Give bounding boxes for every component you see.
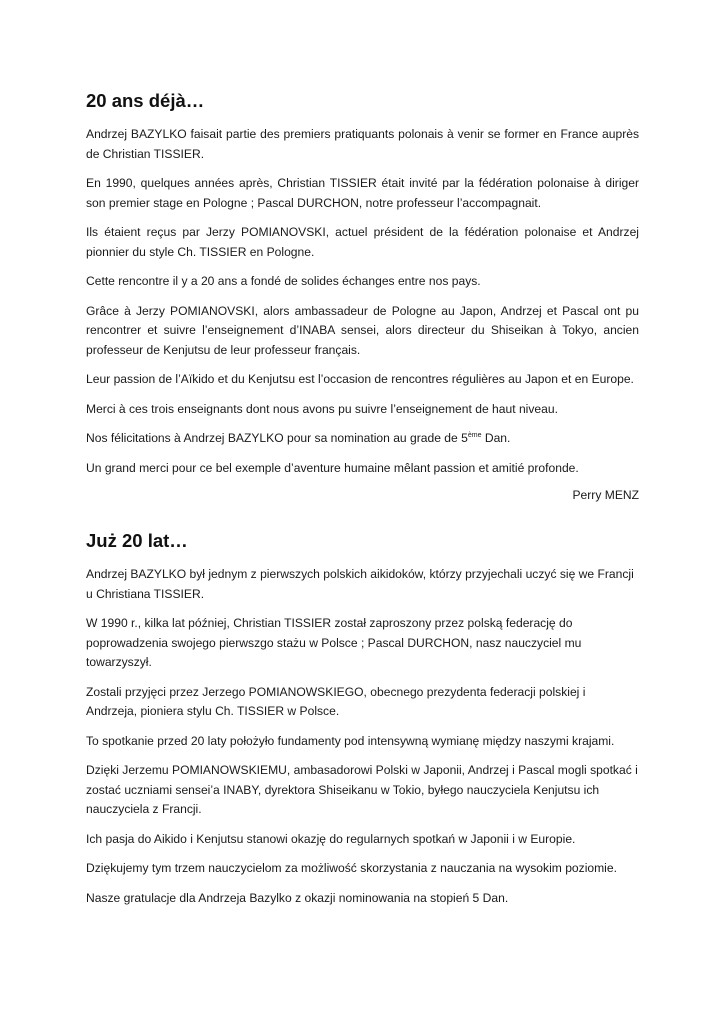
french-title: 20 ans déjà… bbox=[86, 90, 205, 111]
grade-superscript: ème bbox=[467, 432, 482, 439]
polish-paragraph-3: Zostali przyjęci przez Jerzego POMIANOWSKIEGO, obecnego prezydenta federacji polskiej i Andrzeja, pioniera stylu Ch. TISSIER w Polsce. bbox=[86, 684, 586, 718]
polish-section bbox=[86, 528, 639, 918]
french-paragraph-1: Andrzej BAZYLKO faisait partie des premiers pratiquants polonais à venir se former en France auprès de Christian TISSIER. bbox=[86, 127, 639, 161]
french-paragraph-8 bbox=[86, 429, 639, 449]
polish-paragraph-8: Nasze gratulacje dla Andrzeja Bazylko z okazji nominowania na stopień 5 Dan. bbox=[86, 890, 509, 905]
french-paragraph-5: Grâce à Jerzy POMIANOVSKI, alors ambassadeur de Pologne au Japon, Andrzej et Pascal ont pu rencontrer et suivre l’enseignement d’INABA sensei, alors directeur du Shiseikan à Tokyo, ancien professeur de Kenjutsu de leur professeur français. bbox=[86, 303, 639, 357]
french-paragraph-4: Cette rencontre il y a 20 ans a fondé de solides échanges entre nos pays. bbox=[86, 274, 481, 288]
polish-title: Już 20 lat… bbox=[86, 530, 188, 551]
polish-paragraph-4: To spotkanie przed 20 laty położyło fundamenty pod intensywną wymianę między naszymi krajami. bbox=[86, 733, 615, 748]
author-signature: Perry MENZ bbox=[572, 488, 639, 502]
polish-paragraph-5: Dzięki Jerzemu POMIANOWSKIEMU, ambasadorowi Polski w Japonii, Andrzej i Pascal mogli spotkać i zostać uczniami sensei’a INABY, dyrektora Shiseikanu w Tokio, byłego nauczyciela Kenjutsu ich nauczyciela z Francji. bbox=[86, 763, 638, 816]
french-paragraph-7: Merci à ces trois enseignants dont nous avons pu suivre l’enseignement de haut niveau. bbox=[86, 401, 558, 416]
french-paragraph-2: En 1990, quelques années après, Christian TISSIER était invité par la fédération polonaise à diriger son premier stage en Pologne ; Pascal DURCHON, notre professeur l’accompagnait. bbox=[86, 176, 639, 210]
french-paragraph-8-text: Nos félicitations à Andrzej BAZYLKO pour sa nomination au grade de 5 bbox=[86, 431, 468, 445]
french-paragraph-6: Leur passion de l’Aïkido et du Kenjutsu est l’occasion de rencontres régulières au Japon et en Europe. bbox=[86, 372, 634, 386]
polish-paragraph-7: Dziękujemy tym trzem nauczycielom za możliwość skorzystania z nauczania na wysokim poziomie. bbox=[86, 861, 617, 875]
french-paragraph-3: Ils étaient reçus par Jerzy POMIANOVSKI, actuel président de la fédération polonaise et Andrzej pionnier du style Ch. TISSIER en Pologne. bbox=[86, 225, 639, 259]
french-paragraph-9: Un grand merci pour ce bel exemple d’aventure humaine mêlant passion et amitié profonde. bbox=[86, 460, 579, 475]
french-paragraph-8-end: Dan. bbox=[481, 431, 511, 445]
french-section bbox=[86, 88, 639, 516]
polish-paragraph-6: Ich pasja do Aikido i Kenjutsu stanowi okazję do regularnych spotkań w Japonii i w Europie. bbox=[86, 831, 576, 846]
polish-paragraph-1: Andrzej BAZYLKO był jednym z pierwszych polskich aikidoków, którzy przyjechali uczyć się we Francji u Christiana TISSIER. bbox=[86, 567, 634, 601]
polish-paragraph-2: W 1990 r., kilka lat później, Christian TISSIER został zaproszony przez polską federację do poprowadzenia swojego pierwszgo stażu w Polsce ; Pascal DURCHON, nasz nauczyciel mu towarzyszył. bbox=[86, 616, 582, 669]
